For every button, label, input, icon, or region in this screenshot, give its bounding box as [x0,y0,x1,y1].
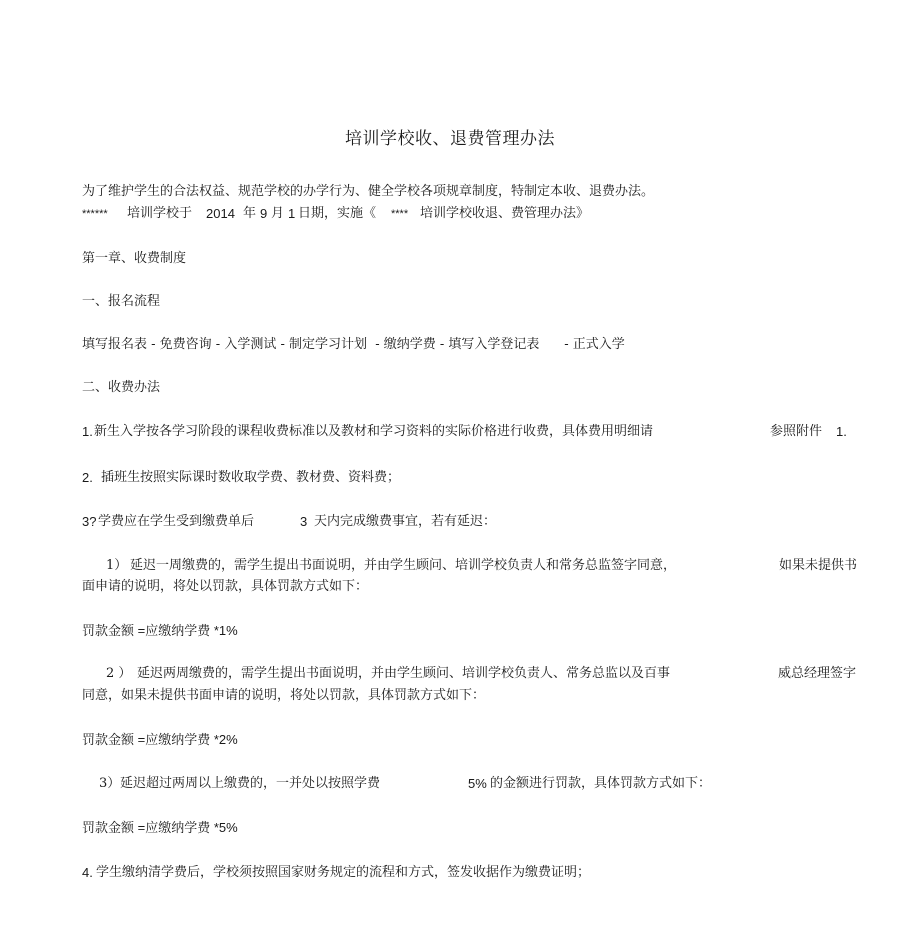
item-number: 3? [82,514,97,529]
month-value: 9 [260,206,268,221]
impl-date-text: 日期，实施《 [298,206,377,221]
rule-number: 3） [99,776,121,791]
rule-text: 延迟一周缴费的，需学生提出书面说明，并由学生顾问、培训学校负责人和常务总监签字同意， [130,558,677,573]
appendix-ref: 参照附件 [770,424,823,439]
item-text: 新生入学按各学习阶段的课程收费标准以及教材和学习资料的实际价格进行收费，具体费用明细请 [94,424,654,439]
rule-text: 面申请的说明，将处以罚款，具体罚款方式如下： [82,579,369,594]
section-heading: 一、报名流程 [82,294,161,309]
day-value: 1 [288,206,296,221]
school-text: 培训学校于 [127,206,193,221]
item-text: 插班生按照实际课时数收取学费、教材费、资料费； [101,470,401,485]
fine-formula: 罚款金额 =应缴纳学费 *2% [82,732,238,747]
rule-number: 2 ） [106,666,132,681]
rule-text: 同意，如果未提供书面申请的说明，将处以罚款，具体罚款方式如下： [82,688,486,703]
stars-mark: ****** [82,208,108,220]
item-text: 天内完成缴费事宜，若有延迟： [314,514,497,529]
fine-formula: 罚款金额 =应缴纳学费 *5% [82,820,238,835]
rule-text: 如果未提供书 [779,558,858,573]
chapter-heading: 第一章、收费制度 [82,251,187,266]
rule-text: 延迟超过两周以上缴费的，一并处以按照学费 [120,776,381,791]
percent-value: 5% [468,776,487,791]
item-number: 2. [82,470,93,485]
intro-paragraph: 为了维护学生的合法权益、规范学校的办学行为、健全学校各项规章制度，特制定本收、退费办法。 [82,184,655,199]
item-text: 学生缴纳清学费后，学校须按照国家财务规定的流程和方式，签发收据作为缴费证明； [96,865,591,880]
enrollment-flow: 填写报名表 - 免费咨询 - 入学测试 - 制定学习计划 - 缴纳学费 - 填写入学登记表 - 正式入学 [82,337,625,352]
section-heading: 二、收费办法 [82,380,161,395]
month-unit: 月 [271,206,285,221]
rule-number: 1） [106,558,128,573]
days-value: 3 [300,514,308,529]
document-title: 培训学校收、退费管理办法 [345,129,555,149]
rule-text: 延迟两周缴费的，需学生提出书面说明，并由学生顾问、培训学校负责人、常务总监以及百事 [137,666,671,681]
impl-name-text: 培训学校收退、费管理办法》 [420,206,590,221]
fine-formula: 罚款金额 =应缴纳学费 *1% [82,623,238,638]
year-value: 2014 [206,206,235,221]
item-number: 1. [82,424,93,439]
stars-mark: **** [391,208,409,220]
rule-text: 威总经理签字 [778,666,857,681]
item-number: 4. [82,865,93,880]
appendix-number: 1. [836,424,847,439]
item-text: 学费应在学生受到缴费单后 [98,514,255,529]
rule-text: 的金额进行罚款，具体罚款方式如下： [490,776,712,791]
year-unit: 年 [243,206,257,221]
